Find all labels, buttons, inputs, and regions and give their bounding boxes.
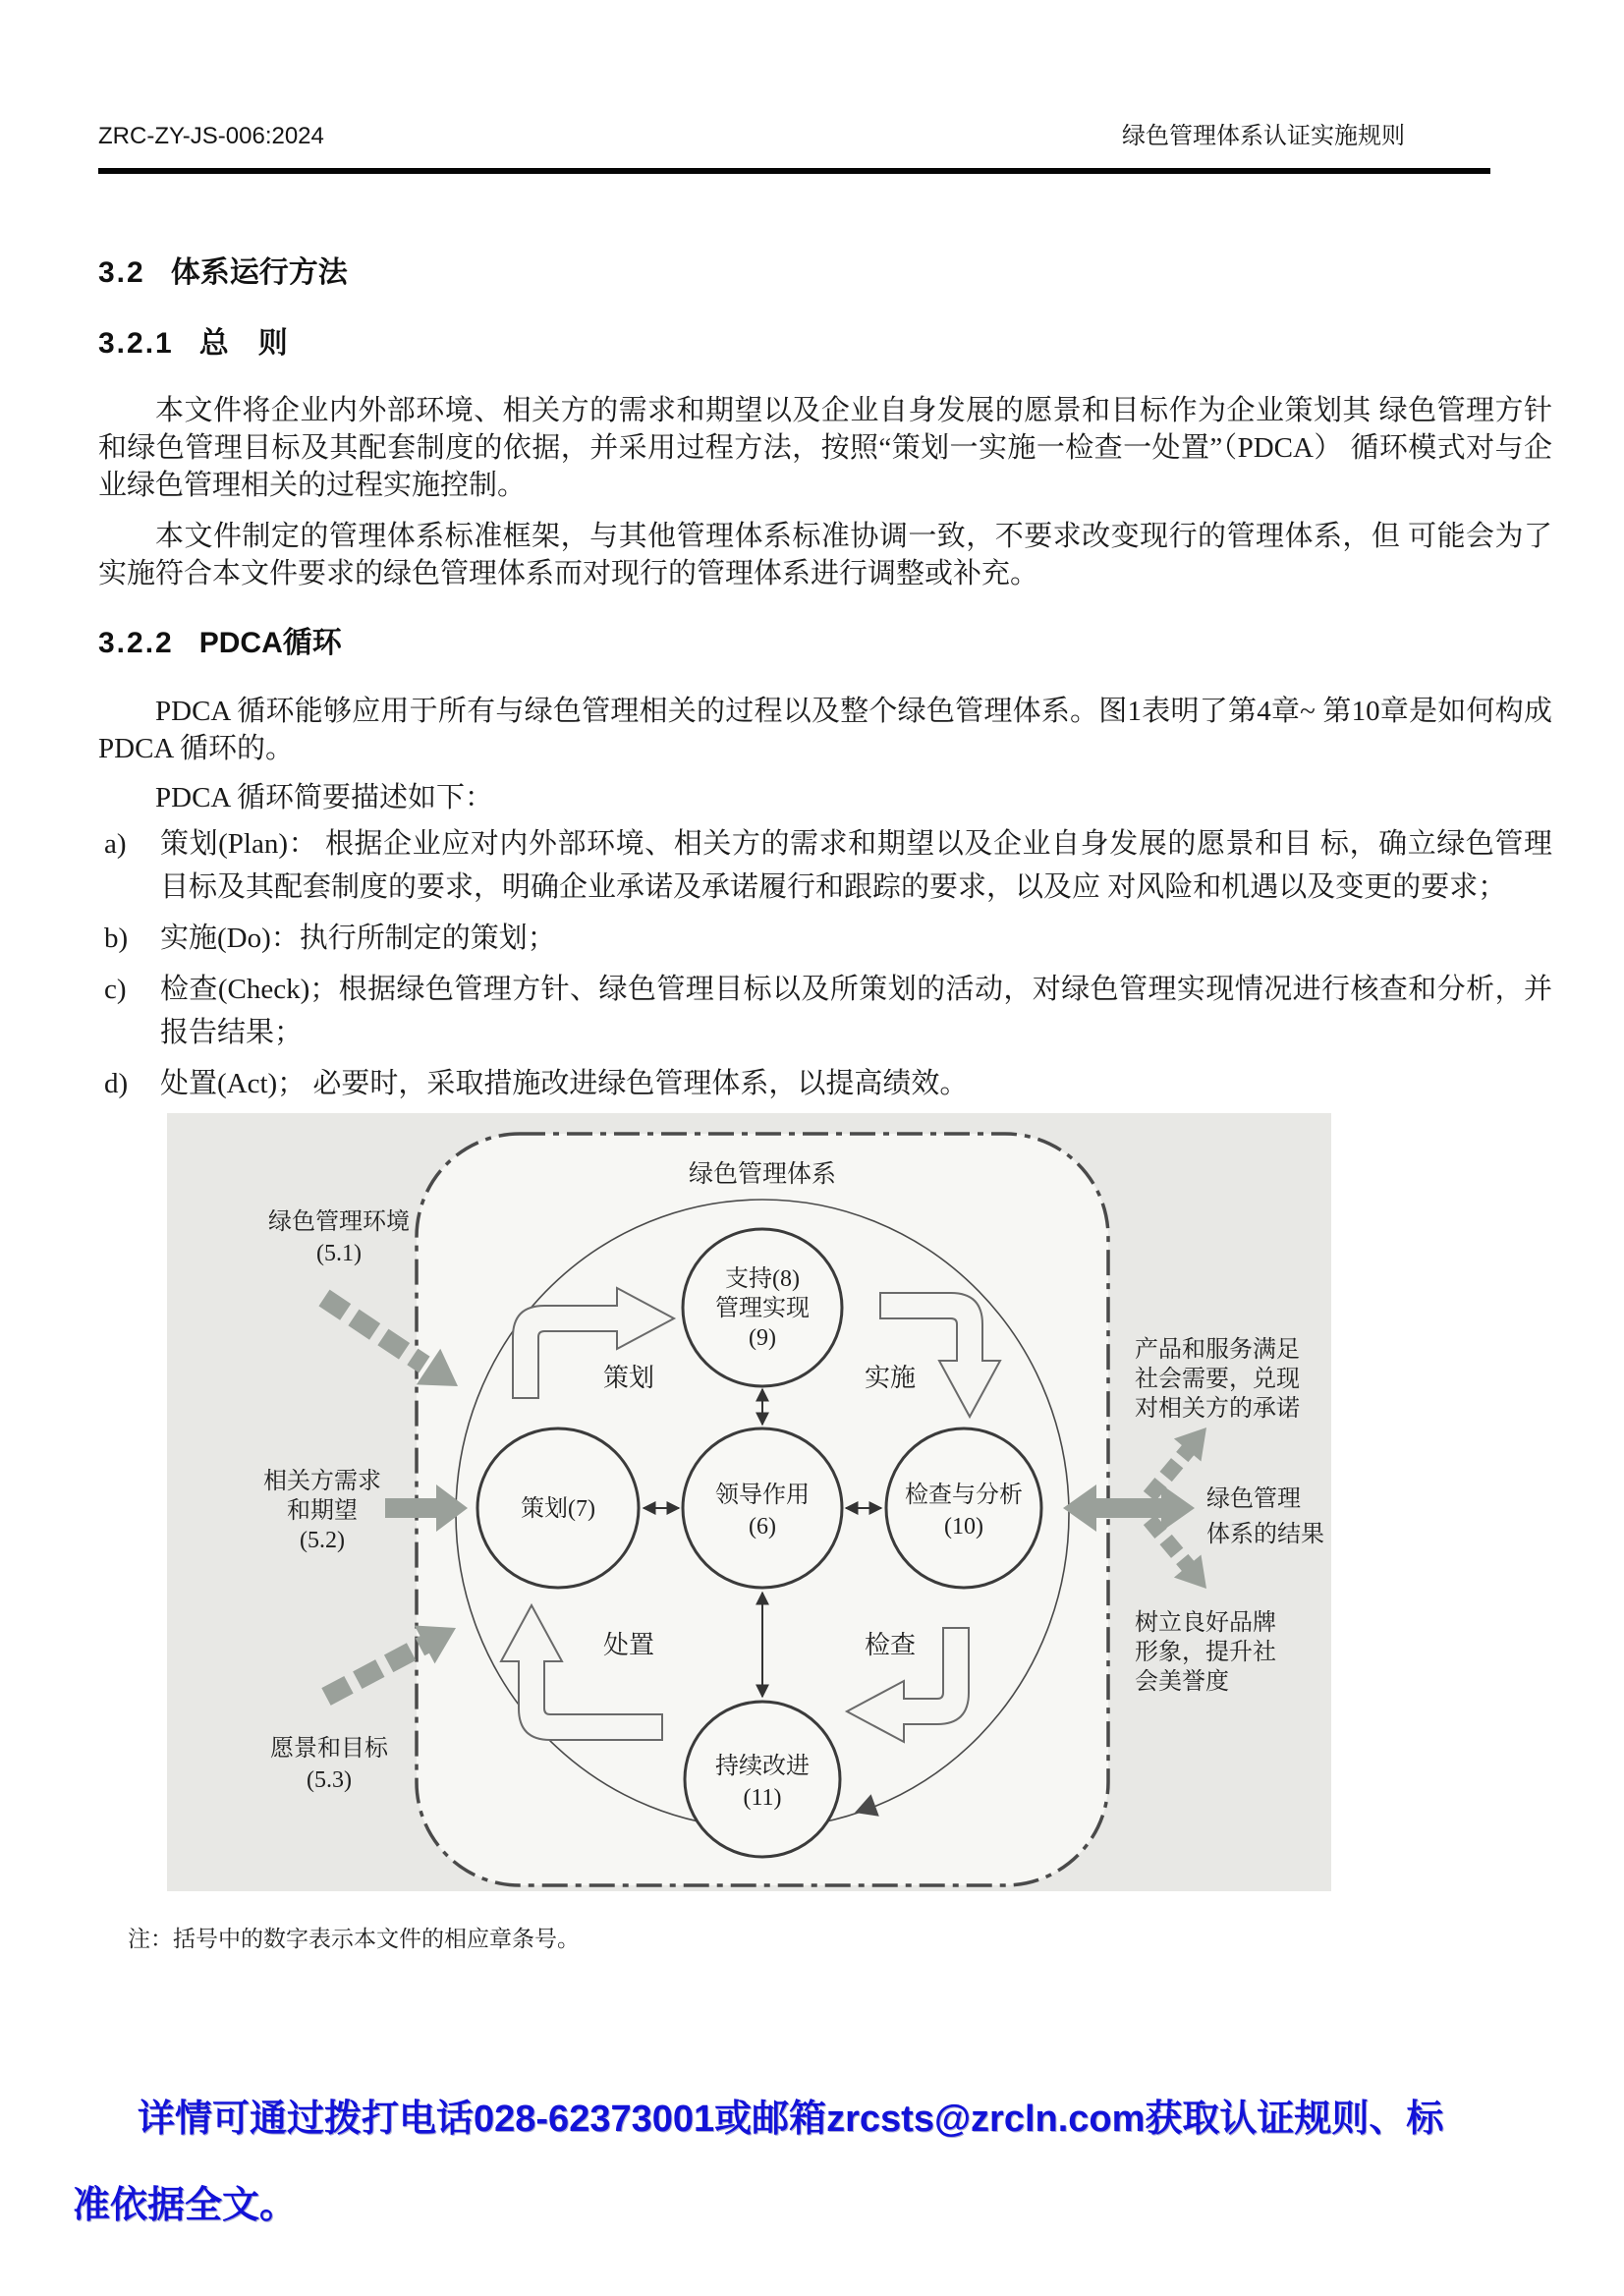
heading-number: 3.2.1 — [98, 327, 174, 360]
pdca-list — [98, 822, 1552, 1105]
section-heading-3-2 — [98, 255, 1552, 291]
input-label-environment: 绿色管理环境 — [268, 1209, 410, 1235]
phase-label-act: 处置 — [602, 1631, 655, 1659]
phase-label-plan: 策划 — [602, 1364, 655, 1392]
page-header — [98, 0, 1552, 150]
input-label-needs: 和期望 — [287, 1498, 358, 1524]
pdca-figure-svg — [167, 1113, 1331, 1891]
node-improve-label: (11) — [743, 1785, 782, 1811]
node-plan-label: 策划(7) — [521, 1496, 595, 1522]
output-arrow-down-icon — [1149, 1520, 1189, 1567]
heading-title: PDCA循环 — [198, 627, 342, 659]
phase-label-check: 检查 — [864, 1631, 917, 1659]
footer-line-2: 准依据全文。 — [73, 2185, 298, 2226]
output-label-brand: 会美誉度 — [1135, 1669, 1229, 1695]
node-support-label: (9) — [749, 1325, 776, 1351]
list-marker: a) — [104, 828, 127, 860]
node-improve-circle — [685, 1702, 840, 1857]
list-text: 实施(Do)：执行所制定的策划； — [160, 923, 556, 954]
heading-title: 体系运行方法 — [170, 256, 348, 289]
figure-title: 绿色管理体系 — [688, 1161, 837, 1188]
input-label-needs: 相关方需求 — [263, 1469, 381, 1494]
doc-title: 绿色管理体系认证实施规则 — [1122, 124, 1405, 149]
input-label-vision: 愿景和目标 — [270, 1736, 388, 1762]
figure-pdca-cycle — [167, 1113, 1331, 1891]
footer-line-1: 详情可通过拨打电话028-62373001或邮箱zrcsts@zrcln.com获取认证规则、标 — [138, 2099, 1444, 2140]
list-item-c — [98, 968, 1552, 1054]
doc-code: ZRC-ZY-JS-006:2024 — [98, 123, 324, 149]
heading-number: 3.2.2 — [98, 627, 174, 659]
output-label-products: 产品和服务满足 — [1135, 1337, 1300, 1363]
list-marker: b) — [104, 923, 129, 954]
input-arrow-environment-icon — [324, 1298, 424, 1365]
output-label-products: 对相关方的承诺 — [1135, 1396, 1300, 1422]
paragraph-pdca-1: PDCA 循环能够应用于所有与绿色管理相关的过程以及整个绿色管理体系。图1表明了第4章~ 第10章是如何构成 PDCA 循环的。 — [98, 696, 1552, 764]
node-support-label: 管理实现 — [715, 1296, 810, 1321]
input-label-environment: (5.1) — [316, 1241, 362, 1266]
node-leadership-circle — [683, 1428, 842, 1588]
heading-title: 总 则 — [198, 327, 288, 360]
node-check-label: 检查与分析 — [905, 1483, 1023, 1508]
input-label-vision: (5.3) — [307, 1767, 352, 1793]
list-text: 检查(Check)；根据绿色管理方针、绿色管理目标以及所策划的活动，对绿色管理实现情况进行核查和分析，并报告结果； — [160, 974, 1552, 1048]
list-item-a — [98, 822, 1552, 909]
list-marker: d) — [104, 1068, 129, 1099]
output-label-brand: 树立良好品牌 — [1135, 1610, 1276, 1636]
node-leadership-label: 领导作用 — [715, 1483, 810, 1508]
paragraph-general-2: 本文件制定的管理体系标准框架，与其他管理体系标准协调一致，不要求改变现行的管理体系，但 可能会为了实施符合本文件要求的绿色管理体系而对现行的管理体系进行调整或补充。 — [98, 521, 1552, 589]
section-heading-3-2-2 — [98, 626, 1552, 661]
figure-note: 注：括号中的数字表示本文件的相应章条号。 — [128, 1927, 580, 1951]
section-heading-3-2-1 — [98, 326, 1552, 362]
output-label-brand: 形象，提升社 — [1135, 1640, 1276, 1665]
output-label-products: 社会需要，兑现 — [1135, 1367, 1300, 1392]
node-check-label: (10) — [944, 1514, 983, 1540]
footer-contact-text — [73, 2076, 1552, 2249]
phase-label-do: 实施 — [864, 1364, 917, 1392]
input-label-needs: (5.2) — [300, 1528, 345, 1553]
node-support-label: 支持(8) — [725, 1266, 800, 1292]
list-text: 策划(Plan)： 根据企业应对内外部环境、相关方的需求和期望以及企业自身发展的愿景和目 标，确立绿色管理目标及其配套制度的要求，明确企业承诺及承诺履行和跟踪的要求，以及应 对风险和机遇以及变更的要求； — [160, 828, 1552, 903]
output-label-results: 体系的结果 — [1206, 1522, 1324, 1547]
list-item-d — [98, 1062, 1552, 1105]
paragraph-general-1: 本文件将企业内外部环境、相关方的需求和期望以及企业自身发展的愿景和目标作为企业策划其 绿色管理方针和绿色管理目标及其配套制度的依据，并采用过程方法，按照“策划一实施一检查一处置”（PDCA） 循环模式对与企业绿色管理相关的过程实施控制。 — [98, 395, 1552, 501]
paragraph-pdca-2: PDCA 循环简要描述如下： — [155, 782, 494, 813]
header-rule — [98, 168, 1490, 174]
list-item-b — [98, 917, 1552, 960]
output-label-results: 绿色管理 — [1206, 1486, 1301, 1512]
node-improve-label: 持续改进 — [715, 1754, 810, 1779]
node-check-circle — [886, 1428, 1041, 1588]
list-text: 处置(Act)； 必要时，采取措施改进绿色管理体系，以提高绩效。 — [160, 1068, 969, 1099]
output-arrow-up-icon — [1149, 1449, 1189, 1496]
list-marker: c) — [104, 974, 127, 1005]
heading-number: 3.2 — [98, 256, 145, 289]
node-leadership-label: (6) — [749, 1514, 776, 1540]
input-arrow-vision-icon — [326, 1644, 426, 1697]
